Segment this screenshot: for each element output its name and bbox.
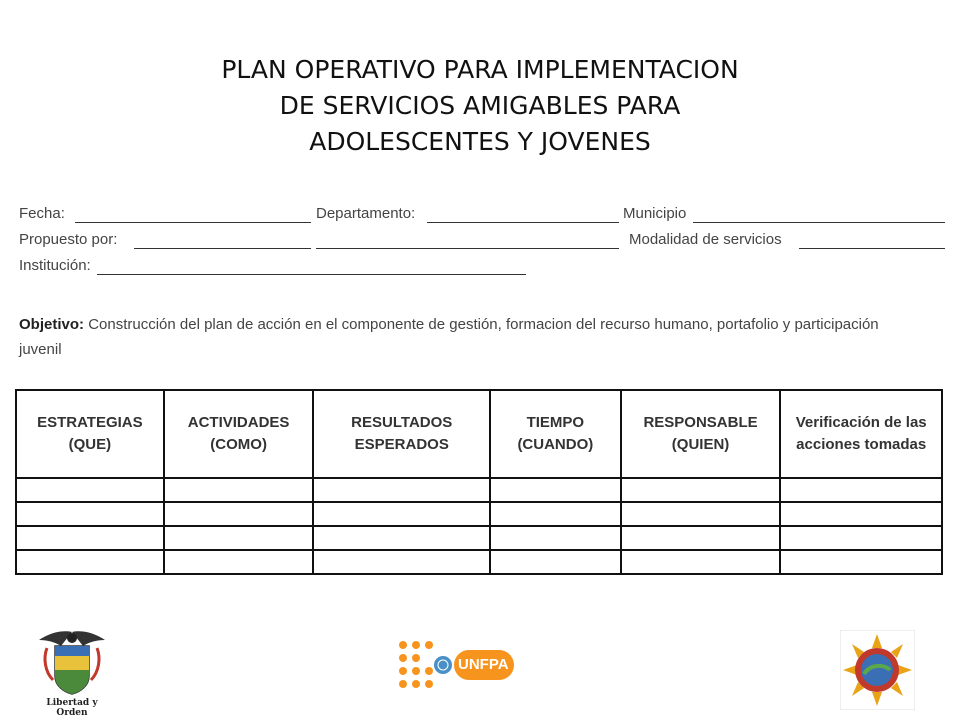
table-cell[interactable]: [780, 550, 942, 574]
seal-caption: Libertad y Orden: [46, 698, 98, 718]
form-row-1: [19, 202, 945, 228]
table-cell[interactable]: [16, 502, 164, 526]
form-row-2: [19, 228, 945, 254]
header-actividades: ACTIVIDADES (COMO): [164, 390, 314, 478]
title-line-2: DE SERVICIOS AMIGABLES PARA: [279, 91, 681, 120]
table-cell[interactable]: [164, 502, 314, 526]
table-cell[interactable]: [490, 550, 621, 574]
header-tiempo: TIEMPO (CUANDO): [490, 390, 621, 478]
table-cell[interactable]: [16, 478, 164, 502]
municipio-field[interactable]: [693, 222, 945, 223]
table-cell[interactable]: [164, 526, 314, 550]
table-row: [16, 502, 942, 526]
form-row-3: [19, 254, 945, 280]
header-form: [19, 202, 945, 280]
municipio-label: Municipio: [623, 205, 687, 222]
unfpa-logo: [398, 640, 518, 690]
coat-of-arms-icon: [33, 628, 111, 698]
institucion-field[interactable]: [97, 274, 526, 275]
propuesto-por-field[interactable]: [134, 248, 311, 249]
sun-emblem-icon: [840, 630, 915, 710]
table-cell[interactable]: [313, 502, 490, 526]
modalidad-field[interactable]: [799, 248, 945, 249]
table-cell[interactable]: [164, 478, 314, 502]
table-cell[interactable]: [621, 478, 781, 502]
objetivo-text: Construcción del plan de acción en el componente de gestión, formacion del recurso humano, portafolio y participación juvenil: [19, 316, 879, 358]
table-cell[interactable]: [490, 526, 621, 550]
table-header-row: [16, 390, 942, 478]
table-cell[interactable]: [313, 478, 490, 502]
table-cell[interactable]: [621, 502, 781, 526]
title-line-1: PLAN OPERATIVO PARA IMPLEMENTACION: [221, 55, 739, 84]
plan-table: [15, 389, 943, 575]
table-row: [16, 550, 942, 574]
table-cell[interactable]: [164, 550, 314, 574]
unfpa-text: UNFPA: [458, 656, 509, 673]
departamento-label: Departamento:: [316, 205, 416, 222]
objetivo-label: Objetivo:: [19, 316, 85, 333]
title-line-3: ADOLESCENTES Y JOVENES: [309, 127, 651, 156]
table-row: [16, 478, 942, 502]
modalidad-label: Modalidad de servicios: [629, 231, 782, 248]
table-row: [16, 526, 942, 550]
propuesto-por-label: Propuesto por:: [19, 231, 118, 248]
colombia-seal-logo: [33, 628, 111, 718]
table-cell[interactable]: [780, 502, 942, 526]
institucion-label: Institución:: [19, 257, 91, 274]
table-cell[interactable]: [621, 526, 781, 550]
header-responsable: RESPONSABLE (QUIEN): [621, 390, 781, 478]
table-cell[interactable]: [490, 502, 621, 526]
sun-emblem-logo: [840, 630, 915, 710]
table-cell[interactable]: [313, 526, 490, 550]
table-cell[interactable]: [780, 526, 942, 550]
header-resultados: RESULTADOS ESPERADOS: [313, 390, 490, 478]
table-cell[interactable]: [780, 478, 942, 502]
objetivo-section: [19, 312, 919, 362]
header-estrategias: ESTRATEGIAS (QUE): [16, 390, 164, 478]
table-cell[interactable]: [313, 550, 490, 574]
table-cell[interactable]: [490, 478, 621, 502]
departamento-field[interactable]: [427, 222, 619, 223]
table-cell[interactable]: [16, 550, 164, 574]
table-cell[interactable]: [621, 550, 781, 574]
fecha-label: Fecha:: [19, 205, 65, 222]
table-cell[interactable]: [16, 526, 164, 550]
propuesto-por-field-2[interactable]: [316, 248, 619, 249]
document-title: [0, 52, 960, 160]
header-verificacion: Verificación de las acciones tomadas: [780, 390, 942, 478]
footer-logos: [0, 620, 960, 720]
fecha-field[interactable]: [75, 222, 311, 223]
